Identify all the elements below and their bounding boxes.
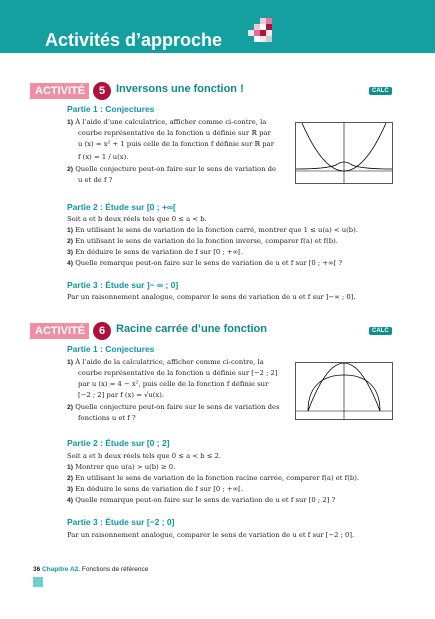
activity-6-part-3-heading: Partie 3 : Étude sur [−2 ; 0] xyxy=(67,517,175,527)
activity-label: ACTIVITÉ xyxy=(30,323,89,339)
activity-5-part-3-heading: Partie 3 : Étude sur ]− ∞ ; 0] xyxy=(67,280,179,290)
question-number: 1) xyxy=(67,359,74,366)
question-line: Quelle conjecture peut-on faire sur le sens de variation de xyxy=(75,165,277,173)
question-item: 1) En utilisant le sens de variation de la fonction carré, montrer que 1 ≤ u(a) < u(b). xyxy=(67,226,358,234)
page-footer xyxy=(33,566,148,573)
activity-5-part-2-heading: Partie 2 : Étude sur [0 ; +∞[ xyxy=(67,202,176,212)
footer-square xyxy=(33,577,43,587)
question-item: 2) En utilisant le sens de variation de la fonction racine carrée, comparer f(a) et f(b). xyxy=(67,474,360,482)
question-line: f (x) = 1 / u(x). xyxy=(78,153,129,161)
question-item: 3) En déduire le sens de variation de f sur [0 ; +∞[. xyxy=(67,485,243,493)
page-title: Activités d’approche xyxy=(45,30,223,50)
question-number: 1) xyxy=(67,119,74,126)
activity-6-part-1-text xyxy=(67,357,289,368)
question-line: u (x) = x² + 1 puis celle de la fonction f définie sur ℝ par xyxy=(78,140,274,148)
question-line: [−2 ; 2] par f (x) = √u(x). xyxy=(78,391,165,399)
activity-number: 5 xyxy=(93,82,111,100)
activity-5-header xyxy=(30,82,410,100)
question-item: 4) Quelle remarque peut-on faire sur le sens de variation de u et f sur [0 ; 2] ? xyxy=(67,496,336,504)
graph-square-root xyxy=(295,362,393,420)
activity-6-part-1-heading: Partie 1 : Conjectures xyxy=(67,344,155,354)
activity-5-question-2 xyxy=(67,164,276,175)
calc-badge: CALC xyxy=(369,327,392,335)
question-line: Quelle conjecture peut-on faire sur le sens de variation des xyxy=(75,403,280,411)
chapter-title: Fonctions de référence xyxy=(81,566,149,573)
calc-badge: CALC xyxy=(369,87,392,95)
question-line: par u (x) = 4 − x², puis celle de la fonction f définie sur xyxy=(78,380,269,388)
question-item: 1) Montrer que u(a) > u(b) ≥ 0. xyxy=(67,463,176,471)
activity-title: Racine carrée d’une fonction xyxy=(116,323,267,335)
question-number: 2) xyxy=(67,166,74,173)
question-line: À l’aide d’une calculatrice, afficher comme ci-contre, la xyxy=(75,118,267,126)
activity-6-part-2-heading: Partie 2 : Étude sur [0 ; 2] xyxy=(67,438,170,448)
activity-label: ACTIVITÉ xyxy=(30,83,89,99)
question-line: u et de f ? xyxy=(78,176,113,184)
intro-text: Soit a et b deux réels tels que 0 ≤ a < b ≤ 2. xyxy=(67,452,222,460)
question-item: 2) En utilisant le sens de variation de la fonction inverse, comparer f(a) et f(b). xyxy=(67,237,338,245)
question-item: 4) Quelle remarque peut-on faire sur le sens de variation de u et f sur [0 ; +∞[ ? xyxy=(67,259,343,267)
activity-5-part-1-text xyxy=(67,117,289,128)
question-line: À l’aide de la calculatrice, afficher comme ci-contre, la xyxy=(75,358,264,366)
activity-title: Inversons une fonction ! xyxy=(116,83,244,95)
question-item: 3) En déduire le sens de variation de f sur [0 ; +∞[. xyxy=(67,248,243,256)
chapter-label: Chapitre A2. xyxy=(42,566,81,573)
question-line: fonctions u et f ? xyxy=(78,414,136,422)
graph-inverse xyxy=(295,122,393,184)
activity-number: 6 xyxy=(93,322,111,340)
question-line: courbe représentative de la fonction u définie sur [−2 ; 2] xyxy=(78,369,278,377)
part-3-text: Par un raisonnement analogue, comparer le sens de variation de u et f sur ]−∞ ; 0]. xyxy=(67,293,356,301)
activity-6-question-2 xyxy=(67,402,280,413)
question-line: courbe représentative de la fonction u définie sur ℝ par xyxy=(78,129,271,137)
page-number: 36 xyxy=(33,566,41,573)
activity-5-part-1-heading: Partie 1 : Conjectures xyxy=(67,104,155,114)
question-number: 2) xyxy=(67,404,74,411)
decorative-squares xyxy=(248,18,272,54)
activity-6-header xyxy=(30,322,410,340)
part-3-text: Par un raisonnement analogue, comparer le sens de variation de u et f sur [−2 ; 0]. xyxy=(67,531,355,539)
intro-text: Soit a et b deux réels tels que 0 ≤ a < b. xyxy=(67,215,207,223)
